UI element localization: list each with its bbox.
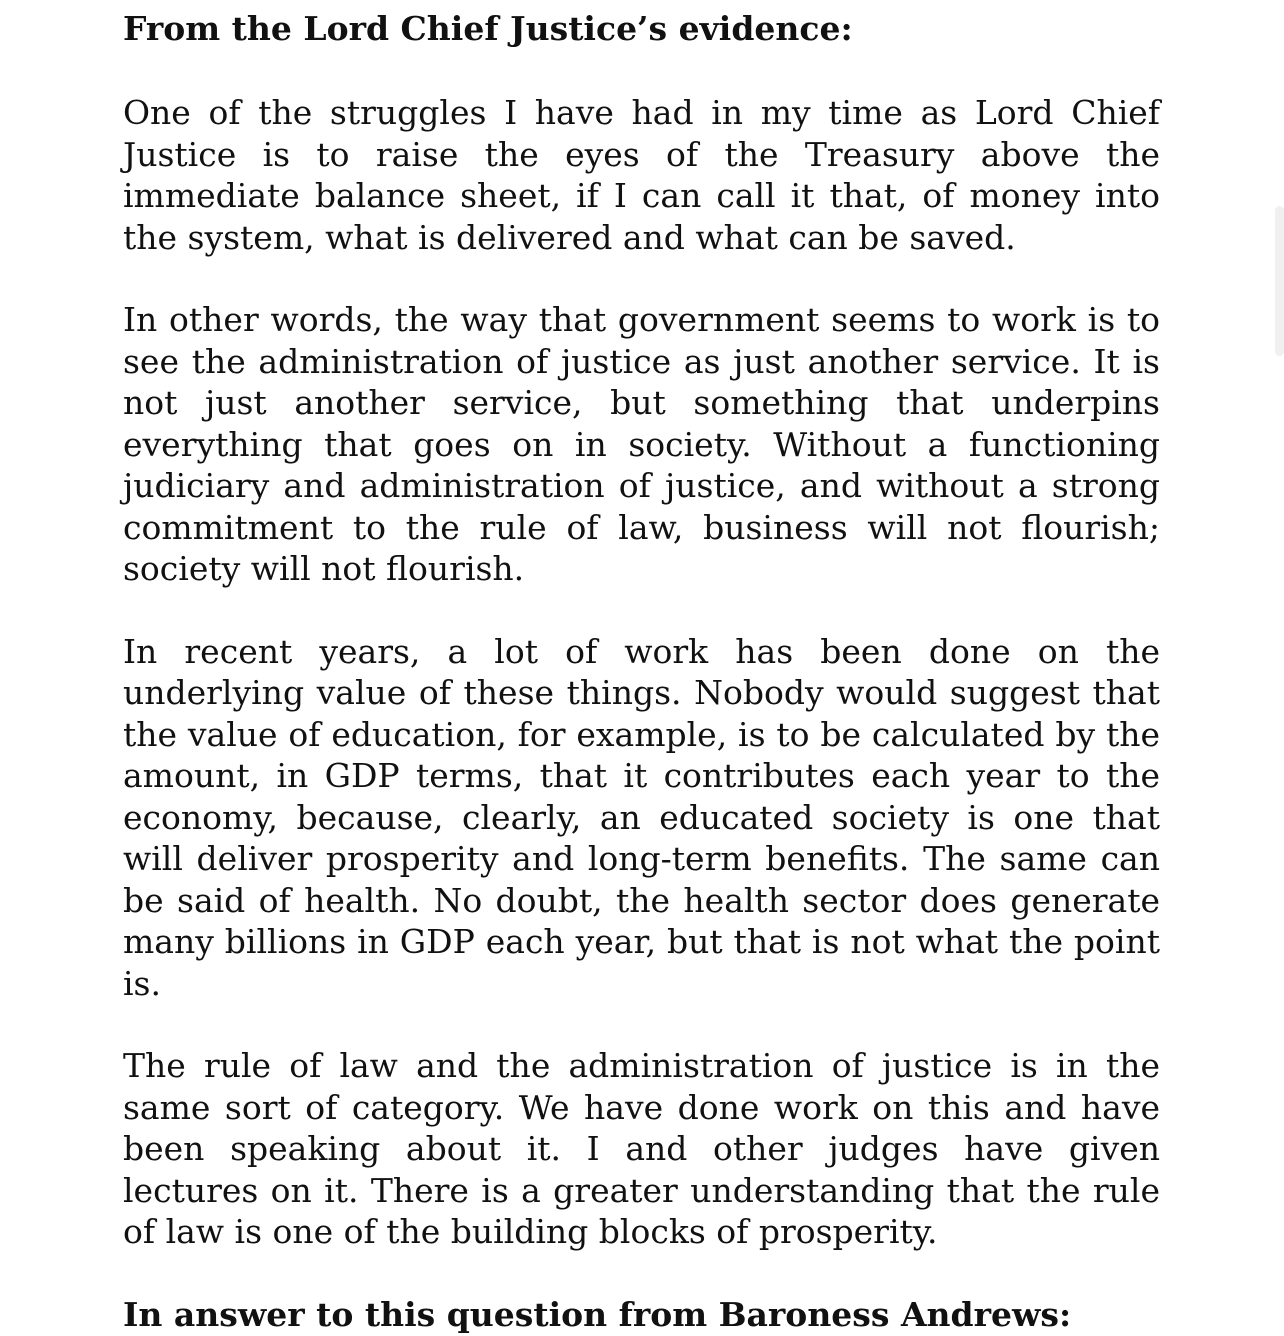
paragraph: In recent years, a lot of work has been done on the underlying value of these things. Nobody would suggest that the value of education, for example, is to be calculated by the amount, in GDP terms, that it contributes each year to the economy, because, clearly, an educated society is one that will deliver prosperity and long-term benefits. The same can be said of health. No doubt, the health sector does generate many billions in GDP each year, but that is not what the point is. [123, 631, 1160, 1003]
spacer [123, 1253, 1160, 1294]
spacer [123, 258, 1160, 299]
section-heading-baroness-question: In answer to this question from Baroness Andrews: [123, 1294, 1072, 1334]
document-body [123, 8, 1160, 1336]
spacer [123, 50, 1160, 92]
paragraph: In other words, the way that government seems to work is to see the administration of justice as just another service. It is not just another service, but something that underpins everything that goes on in society. Without a functioning judiciary and administration of justice, and without a strong commitment to the rule of law, business will not flourish; society will not flourish. [123, 300, 1160, 588]
spacer [123, 1004, 1160, 1045]
vertical-scrollbar[interactable] [1275, 206, 1284, 356]
paragraph: The rule of law and the administration of justice is in the same sort of category. We have done work on this and have been speaking about it. I and other judges have given lectures on it. There is a greater understanding that the rule of law is one of the building blocks of prosperity. [123, 1046, 1160, 1251]
paragraph: One of the struggles I have had in my time as Lord Chief Justice is to raise the eyes of the Treasury above the immediate balance sheet, if I can call it that, of money into the system, what is delivered and what can be saved. [123, 93, 1160, 257]
section-heading-lcj-evidence: From the Lord Chief Justice’s evidence: [123, 9, 853, 48]
spacer [123, 590, 1160, 631]
